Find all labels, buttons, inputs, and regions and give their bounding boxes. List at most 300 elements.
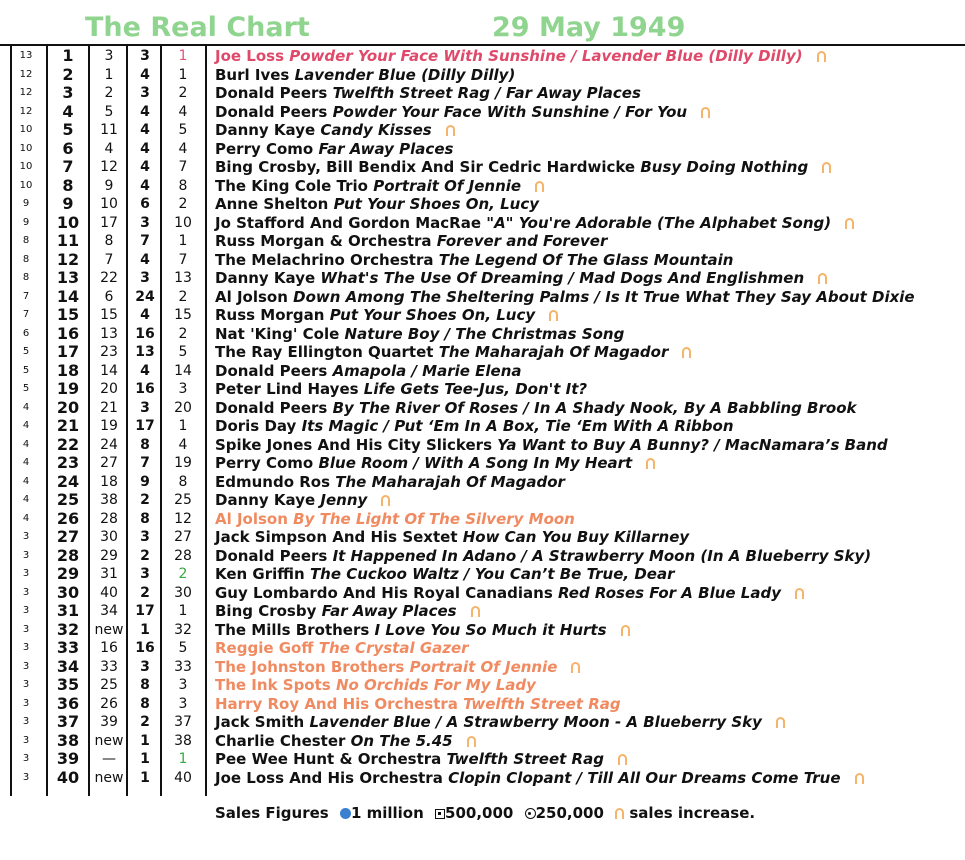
sales-increase-icon — [646, 458, 655, 469]
weeks-on-chart: 8 — [22, 235, 30, 246]
weeks-on-chart: 4 — [22, 420, 30, 431]
song-entry — [215, 399, 856, 418]
max-weeks: 4 — [140, 122, 150, 138]
song-entry — [215, 306, 558, 325]
position: 2 — [62, 64, 74, 84]
weeks-on-chart: 8 — [22, 253, 30, 265]
peak-position: 30 — [174, 584, 192, 601]
weeks-on-chart: 6 — [22, 327, 30, 339]
weeks-on-chart: 7 — [22, 309, 30, 320]
song-entry — [215, 288, 915, 307]
song-title: Blue Room / With A Song In My Heart — [318, 454, 633, 472]
weeks-on-chart: 8 — [22, 272, 30, 283]
sales-increase-icon — [535, 181, 544, 192]
last-week: new — [94, 769, 124, 786]
peak-position: 37 — [174, 714, 192, 730]
table-row — [0, 66, 965, 85]
table-row — [0, 362, 965, 381]
table-row — [0, 510, 965, 529]
peak-position: 5 — [178, 640, 188, 656]
song-entry — [215, 695, 621, 714]
table-row — [0, 602, 965, 621]
last-week: 12 — [100, 159, 118, 175]
max-weeks: 8 — [140, 510, 150, 527]
song-title: Jenny — [320, 491, 368, 509]
last-week: 18 — [100, 473, 118, 490]
peak-position: 1 — [178, 751, 188, 767]
song-title: The Crystal Gazer — [318, 639, 469, 657]
weeks-on-chart: 3 — [22, 568, 30, 579]
position: 36 — [56, 693, 80, 713]
artist-name: Russ Morgan — [215, 306, 325, 324]
sales-increase-icon — [818, 273, 827, 284]
sales-increase-icon — [381, 495, 390, 506]
song-title: Down Among The Sheltering Palms / Is It True What They Say About Dixie — [293, 287, 915, 306]
max-weeks: 8 — [140, 677, 150, 693]
legend-label: Sales Figures — [215, 804, 329, 822]
song-title: Twelfth Street Rag — [463, 694, 621, 713]
song-entry — [215, 473, 565, 492]
max-weeks: 1 — [140, 769, 150, 786]
peak-position: 14 — [174, 362, 192, 379]
song-entry — [215, 510, 575, 529]
table-row — [0, 380, 965, 399]
artist-name: The Mills Brothers — [215, 620, 370, 639]
table-row — [0, 584, 965, 603]
max-weeks: 4 — [140, 362, 150, 379]
song-title: The Cuckoo Waltz / You Can’t Be True, Dear — [309, 565, 675, 583]
song-entry — [215, 380, 587, 399]
weeks-on-chart: 9 — [22, 198, 30, 209]
max-weeks: 2 — [140, 584, 150, 601]
table-row — [0, 473, 965, 492]
peak-position: 12 — [174, 510, 192, 527]
song-entry — [215, 436, 888, 455]
peak-position: 8 — [178, 473, 188, 490]
peak-position: 20 — [174, 399, 192, 416]
max-weeks: 3 — [140, 270, 150, 286]
song-title: Amapola / Marie Elena — [332, 361, 522, 380]
song-entry — [215, 232, 607, 251]
weeks-on-chart: 4 — [22, 494, 30, 505]
artist-name: Ken Griffin — [215, 565, 305, 583]
song-title: The Maharajah Of Magador — [438, 343, 669, 361]
max-weeks: 6 — [140, 196, 150, 212]
table-row — [0, 769, 965, 788]
weeks-on-chart: 5 — [22, 383, 30, 394]
max-weeks: 3 — [140, 658, 150, 675]
position: 21 — [56, 416, 80, 435]
peak-position: 25 — [174, 492, 192, 508]
song-title: Candy Kisses — [320, 121, 432, 139]
max-weeks: 8 — [140, 695, 150, 712]
header-rule — [0, 44, 965, 46]
song-entry — [215, 491, 390, 510]
weeks-on-chart: 3 — [22, 605, 30, 616]
artist-name: The Johnston Brothers — [215, 657, 405, 676]
sales-increase-icon — [615, 808, 624, 819]
max-weeks: 4 — [140, 66, 150, 83]
peak-position: 3 — [178, 695, 188, 712]
artist-name: Anne Shelton — [215, 195, 329, 213]
song-title: Lavender Blue / A Strawberry Moon - A Blueberry Sky — [309, 713, 762, 731]
max-weeks: 3 — [140, 214, 150, 231]
weeks-on-chart: 3 — [22, 716, 30, 727]
peak-position: 7 — [178, 159, 188, 175]
max-weeks: 17 — [135, 603, 155, 619]
max-weeks: 16 — [135, 325, 155, 342]
table-row — [0, 343, 965, 362]
position: 24 — [56, 471, 80, 491]
song-title: Powder Your Face With Sunshine / For You — [332, 102, 688, 121]
song-title: Lavender Blue (Dilly Dilly) — [294, 65, 516, 84]
peak-position: 38 — [174, 732, 192, 749]
artist-name: Russ Morgan & Orchestra — [215, 232, 432, 250]
peak-position: 40 — [174, 769, 192, 786]
peak-position: 5 — [178, 344, 188, 360]
song-title: Life Gets Tee-Jus, Don't It? — [363, 380, 588, 398]
song-title: Far Away Places — [321, 602, 457, 620]
weeks-on-chart: 4 — [22, 512, 30, 524]
song-title: Portrait Of Jennie — [409, 657, 558, 676]
table-row — [0, 528, 965, 547]
max-weeks: 7 — [140, 455, 150, 471]
artist-name: Edmundo Ros — [215, 472, 331, 491]
last-week: 6 — [104, 288, 114, 305]
position: 40 — [56, 767, 80, 787]
artist-name: Danny Kaye — [215, 269, 316, 287]
max-weeks: 1 — [140, 621, 150, 638]
peak-position: 2 — [178, 288, 188, 305]
song-title: Put Your Shoes On, Lucy — [329, 306, 536, 324]
song-entry — [215, 769, 864, 788]
max-weeks: 4 — [140, 159, 150, 175]
weeks-on-chart: 10 — [19, 124, 33, 135]
song-title: "A" You're Adorable (The Alphabet Song) — [486, 213, 832, 232]
song-title: By The Light Of The Silvery Moon — [293, 509, 575, 528]
position: 30 — [56, 582, 80, 602]
last-week: 8 — [104, 233, 114, 249]
max-weeks: 1 — [140, 751, 150, 767]
artist-name: Jo Stafford And Gordon MacRae — [215, 213, 482, 232]
table-row — [0, 713, 965, 732]
position: 31 — [56, 601, 80, 620]
position: 19 — [56, 379, 80, 398]
weeks-on-chart: 3 — [22, 753, 30, 764]
last-week: 16 — [100, 640, 118, 656]
song-entry — [215, 676, 536, 695]
song-title: Far Away Places — [318, 139, 454, 158]
position: 9 — [62, 194, 74, 213]
chart-table — [0, 47, 965, 787]
last-week: 11 — [100, 122, 118, 138]
last-week: 10 — [100, 196, 118, 212]
artist-name: Al Jolson — [215, 287, 288, 306]
song-entry — [215, 269, 827, 288]
weeks-on-chart: 5 — [22, 364, 30, 376]
artist-name: Danny Kaye — [215, 491, 316, 509]
song-entry — [215, 584, 804, 603]
song-entry — [215, 325, 624, 344]
song-entry — [215, 658, 580, 677]
max-weeks: 24 — [135, 288, 155, 305]
last-week: 7 — [104, 251, 114, 268]
sales-increase-icon — [701, 107, 710, 118]
table-row — [0, 195, 965, 214]
artist-name: Harry Roy And His Orchestra — [215, 694, 458, 713]
peak-position: 2 — [178, 85, 188, 101]
table-row — [0, 103, 965, 122]
table-row — [0, 251, 965, 270]
artist-name: Bing Crosby, Bill Bendix And Sir Cedric Hardwicke — [215, 158, 636, 176]
position: 28 — [56, 545, 80, 565]
last-week: new — [94, 732, 124, 749]
song-entry — [215, 214, 854, 233]
song-entry — [215, 177, 544, 196]
position: 11 — [56, 231, 80, 250]
artist-name: Donald Peers — [215, 102, 328, 121]
weeks-on-chart: 9 — [22, 216, 30, 228]
table-row — [0, 658, 965, 677]
table-row — [0, 621, 965, 640]
table-row — [0, 676, 965, 695]
song-title: How Can You Buy Killarney — [462, 528, 690, 546]
max-weeks: 17 — [135, 418, 155, 434]
song-title: Busy Doing Nothing — [640, 158, 809, 176]
weeks-on-chart: 10 — [19, 161, 33, 172]
table-row — [0, 214, 965, 233]
max-weeks: 4 — [140, 251, 150, 268]
max-weeks: 8 — [140, 436, 150, 453]
song-title: I Love You So Much it Hurts — [374, 620, 607, 639]
max-weeks: 7 — [140, 233, 150, 249]
peak-position: 1 — [178, 418, 188, 434]
weeks-on-chart: 3 — [22, 642, 30, 653]
peak-position: 32 — [174, 621, 192, 638]
table-row — [0, 121, 965, 140]
last-week: new — [94, 621, 124, 638]
max-weeks: 13 — [135, 344, 155, 360]
half-million-icon — [435, 809, 445, 819]
artist-name: Jack Simpson And His Sextet — [215, 528, 458, 546]
artist-name: Reggie Goff — [215, 639, 314, 657]
song-entry — [215, 251, 733, 270]
position: 15 — [56, 305, 80, 324]
song-entry — [215, 121, 455, 140]
last-week: 24 — [100, 436, 118, 453]
peak-position: 2 — [178, 325, 188, 342]
max-weeks: 16 — [135, 640, 155, 656]
song-entry — [215, 158, 831, 177]
position: 12 — [56, 249, 80, 269]
max-weeks: 16 — [135, 381, 155, 397]
sales-increase-icon — [682, 347, 691, 358]
weeks-on-chart: 3 — [22, 697, 30, 709]
artist-name: Nat 'King' Cole — [215, 324, 340, 343]
position: 23 — [56, 453, 80, 472]
peak-position: 1 — [178, 603, 188, 619]
table-row — [0, 140, 965, 159]
song-entry — [215, 47, 826, 66]
position: 27 — [56, 527, 80, 546]
peak-position: 8 — [178, 177, 188, 194]
artist-name: Peter Lind Hayes — [215, 380, 359, 398]
song-title: Ya Want to Buy A Bunny? / MacNamara’s Band — [497, 435, 888, 454]
last-week: 2 — [104, 85, 114, 101]
last-week: — — [102, 751, 116, 767]
position: 32 — [56, 619, 80, 639]
sales-increase-icon — [621, 625, 630, 636]
table-row — [0, 695, 965, 714]
last-week: 30 — [100, 529, 118, 545]
position: 6 — [62, 138, 74, 158]
weeks-on-chart: 3 — [22, 623, 30, 635]
peak-position: 27 — [174, 529, 192, 545]
sales-increase-icon — [776, 717, 785, 728]
weeks-on-chart: 3 — [22, 734, 30, 746]
max-weeks: 1 — [140, 732, 150, 749]
last-week: 23 — [100, 344, 118, 360]
artist-name: Pee Wee Hunt & Orchestra — [215, 750, 442, 768]
last-week: 31 — [100, 566, 118, 582]
weeks-on-chart: 3 — [22, 531, 30, 542]
artist-name: Donald Peers — [215, 361, 328, 380]
peak-position: 7 — [178, 251, 188, 268]
song-entry — [215, 417, 734, 436]
song-entry — [215, 195, 539, 214]
position: 18 — [56, 360, 80, 380]
artist-name: Joe Loss — [215, 47, 285, 65]
weeks-on-chart: 4 — [22, 475, 30, 487]
position: 14 — [56, 286, 80, 306]
weeks-on-chart: 12 — [19, 68, 33, 80]
legend-quarter: 250,000 — [535, 804, 604, 822]
song-entry — [215, 103, 710, 122]
song-title: No Orchids For My Lady — [335, 676, 536, 694]
table-row — [0, 269, 965, 288]
artist-name: Donald Peers — [215, 84, 328, 102]
table-row — [0, 547, 965, 566]
max-weeks: 3 — [140, 85, 150, 101]
table-row — [0, 732, 965, 751]
last-week: 9 — [104, 177, 114, 194]
song-entry — [215, 84, 641, 103]
max-weeks: 2 — [140, 547, 150, 564]
peak-position: 4 — [178, 103, 188, 120]
peak-position: 2 — [178, 566, 188, 582]
song-entry — [215, 362, 522, 381]
song-title: Forever and Forever — [436, 232, 608, 250]
weeks-on-chart: 3 — [22, 549, 30, 561]
position: 25 — [56, 490, 80, 509]
artist-name: Jack Smith — [215, 713, 305, 731]
last-week: 22 — [100, 270, 118, 286]
max-weeks: 4 — [140, 140, 150, 157]
table-row — [0, 436, 965, 455]
position: 35 — [56, 675, 80, 694]
position: 17 — [56, 342, 80, 361]
max-weeks: 4 — [140, 103, 150, 120]
peak-position: 15 — [174, 307, 192, 323]
song-entry — [215, 750, 627, 769]
weeks-on-chart: 5 — [22, 346, 30, 357]
peak-position: 4 — [178, 436, 188, 453]
artist-name: Perry Como — [215, 454, 314, 472]
position: 3 — [62, 83, 74, 102]
position: 16 — [56, 323, 80, 343]
sales-increase-icon — [822, 162, 831, 173]
song-entry — [215, 565, 674, 584]
artist-name: Perry Como — [215, 139, 314, 158]
position: 38 — [56, 730, 80, 750]
last-week: 33 — [100, 658, 118, 675]
song-title: The Maharajah Of Magador — [335, 472, 565, 491]
song-entry — [215, 621, 630, 640]
last-week: 14 — [100, 362, 118, 379]
artist-name: Bing Crosby — [215, 602, 317, 620]
sales-increase-icon — [571, 662, 580, 673]
peak-position: 4 — [178, 140, 188, 157]
position: 20 — [56, 397, 80, 417]
weeks-on-chart: 12 — [19, 105, 33, 117]
last-week: 40 — [100, 584, 118, 601]
legend-million: 1 million — [350, 804, 424, 822]
song-entry — [215, 343, 691, 362]
song-title: The Legend Of The Glass Mountain — [438, 250, 734, 269]
peak-position: 3 — [178, 381, 188, 397]
position: 13 — [56, 268, 80, 287]
song-entry — [215, 140, 453, 159]
weeks-on-chart: 3 — [22, 679, 30, 690]
song-entry — [215, 602, 480, 621]
sales-increase-icon — [817, 51, 826, 62]
position: 29 — [56, 564, 80, 583]
table-row — [0, 232, 965, 251]
artist-name: Al Jolson — [215, 509, 288, 528]
table-row — [0, 177, 965, 196]
artist-name: Joe Loss And His Orchestra — [215, 768, 443, 787]
last-week: 26 — [100, 695, 118, 712]
position: 8 — [62, 175, 74, 195]
song-title: It Happened In Adano / A Strawberry Moon (In A Blueberry Sky) — [332, 546, 872, 565]
max-weeks: 3 — [140, 48, 150, 64]
song-entry — [215, 639, 469, 658]
last-week: 5 — [104, 103, 114, 120]
last-week: 34 — [100, 603, 118, 619]
sales-increase-icon — [795, 588, 804, 599]
last-week: 4 — [104, 140, 114, 157]
max-weeks: 4 — [140, 307, 150, 323]
peak-position: 33 — [174, 658, 192, 675]
song-title: Clopin Clopant / Till All Our Dreams Come True — [448, 768, 841, 787]
artist-name: The Melachrino Orchestra — [215, 250, 434, 269]
table-row — [0, 158, 965, 177]
max-weeks: 4 — [140, 177, 150, 194]
sales-increase-icon — [446, 125, 455, 136]
weeks-on-chart: 4 — [22, 457, 30, 468]
sales-increase-icon — [618, 754, 627, 765]
legend-half: 500,000 — [445, 804, 514, 822]
song-entry — [215, 547, 871, 566]
last-week: 15 — [100, 307, 118, 323]
table-row — [0, 639, 965, 658]
last-week: 39 — [100, 714, 118, 730]
table-row — [0, 491, 965, 510]
last-week: 3 — [104, 48, 114, 64]
weeks-on-chart: 12 — [19, 87, 33, 98]
last-week: 17 — [100, 214, 118, 231]
position: 10 — [56, 212, 80, 232]
